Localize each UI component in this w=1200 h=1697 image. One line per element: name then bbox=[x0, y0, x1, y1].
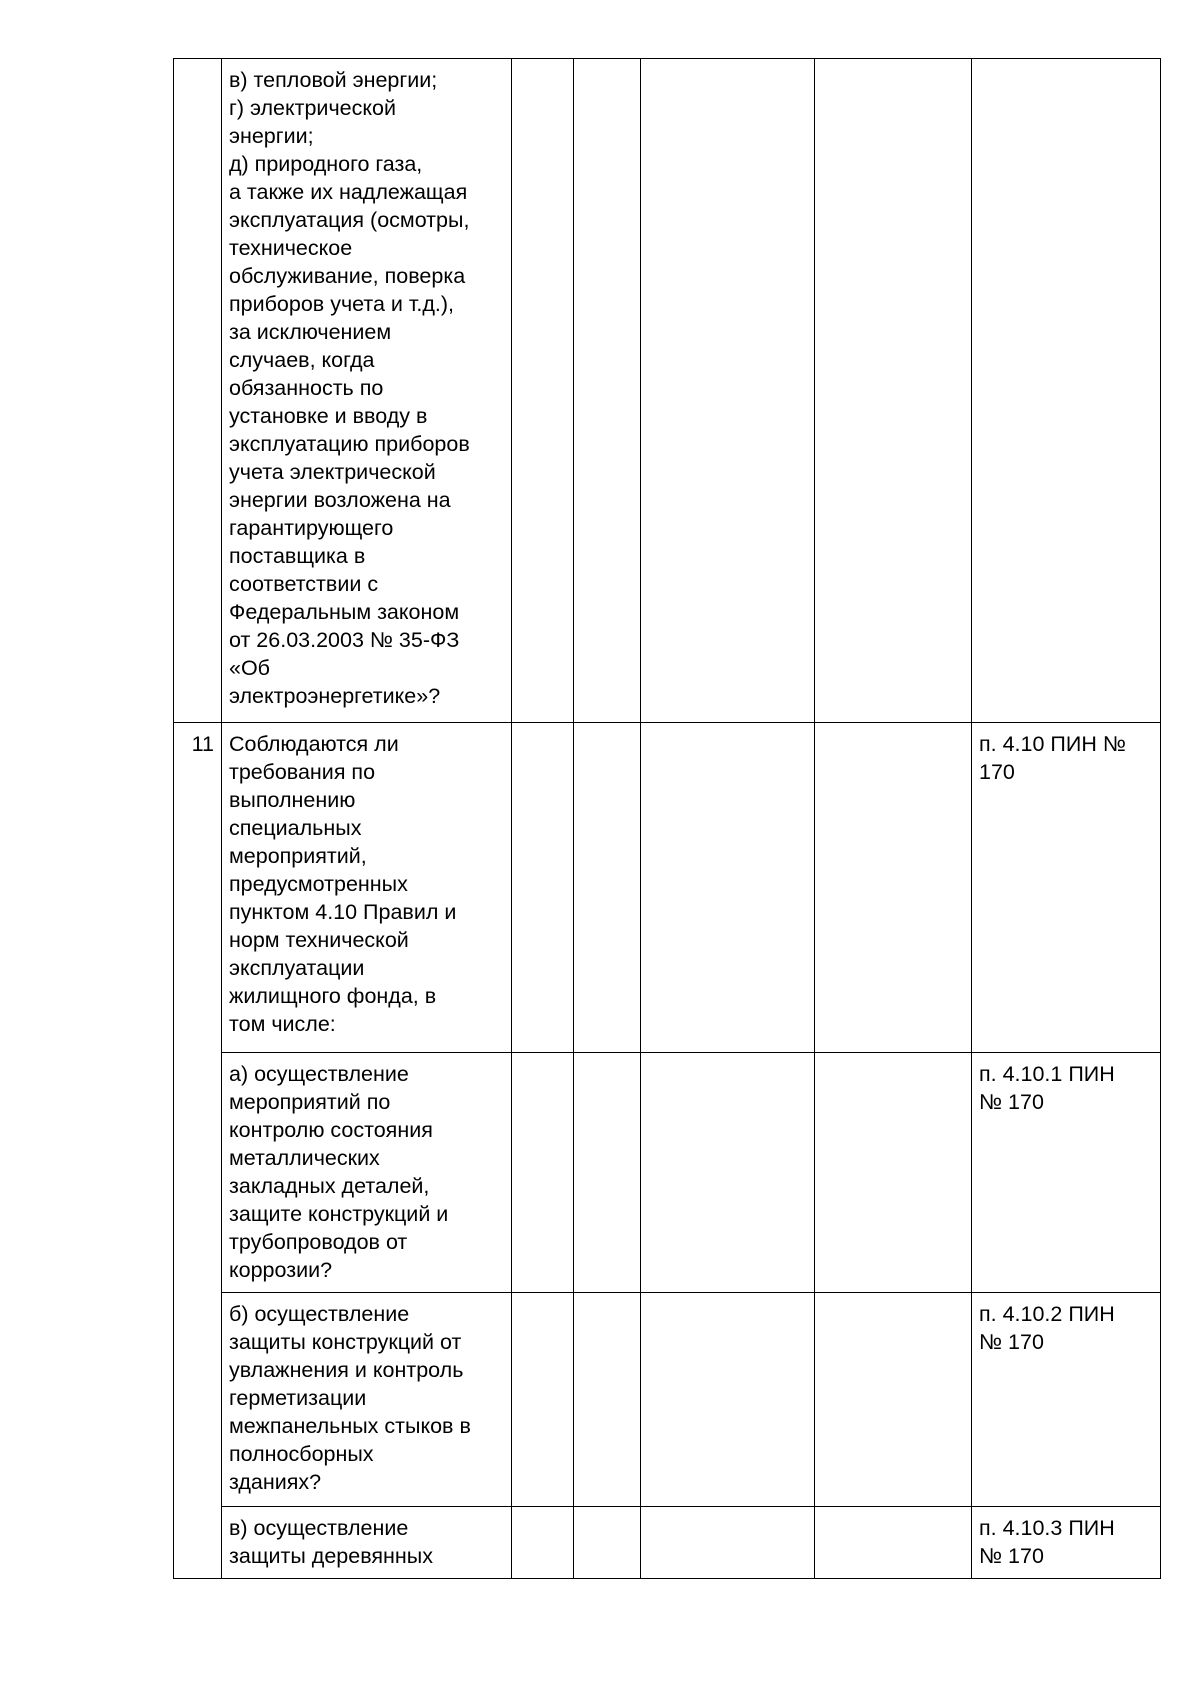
answer-no-cell bbox=[574, 59, 641, 723]
reference-cell: п. 4.10.1 ПИН № 170 bbox=[972, 1053, 1161, 1293]
note-cell bbox=[815, 1293, 972, 1507]
answer-yes-cell bbox=[512, 1053, 574, 1293]
reference-cell: п. 4.10.2 ПИН № 170 bbox=[972, 1293, 1161, 1507]
table-row bbox=[174, 1293, 1161, 1507]
row-number-cell: 11 bbox=[174, 723, 222, 1579]
table-row bbox=[174, 1507, 1161, 1579]
answer-na-cell bbox=[641, 59, 815, 723]
note-cell bbox=[815, 59, 972, 723]
checklist-table bbox=[173, 58, 1161, 1579]
note-cell bbox=[815, 1507, 972, 1579]
answer-no-cell bbox=[574, 1507, 641, 1579]
answer-yes-cell bbox=[512, 59, 574, 723]
question-cell: Соблюдаются ли требования по выполнению специальных мероприятий, предусмотренных пунктом 4.10 Правил и норм технической эксплуатации жилищного фонда, в том числе: bbox=[222, 723, 512, 1053]
table-row bbox=[174, 59, 1161, 723]
answer-na-cell bbox=[641, 1293, 815, 1507]
question-cell: а) осуществление мероприятий по контролю состояния металлических закладных деталей, защите конструкций и трубопроводов от коррозии? bbox=[222, 1053, 512, 1293]
answer-no-cell bbox=[574, 1293, 641, 1507]
question-cell: в) осуществление защиты деревянных bbox=[222, 1507, 512, 1579]
answer-na-cell bbox=[641, 1053, 815, 1293]
row-number-cell bbox=[174, 59, 222, 723]
answer-yes-cell bbox=[512, 1507, 574, 1579]
answer-na-cell bbox=[641, 1507, 815, 1579]
reference-cell: п. 4.10.3 ПИН № 170 bbox=[972, 1507, 1161, 1579]
reference-cell: п. 4.10 ПИН № 170 bbox=[972, 723, 1161, 1053]
answer-na-cell bbox=[641, 723, 815, 1053]
answer-no-cell bbox=[574, 723, 641, 1053]
question-cell: б) осуществление защиты конструкций от увлажнения и контроль герметизации межпанельных стыков в полносборных зданиях? bbox=[222, 1293, 512, 1507]
table-row bbox=[174, 1053, 1161, 1293]
table-row bbox=[174, 723, 1161, 1053]
note-cell bbox=[815, 1053, 972, 1293]
answer-yes-cell bbox=[512, 1293, 574, 1507]
note-cell bbox=[815, 723, 972, 1053]
reference-cell bbox=[972, 59, 1161, 723]
answer-yes-cell bbox=[512, 723, 574, 1053]
answer-no-cell bbox=[574, 1053, 641, 1293]
question-cell: в) тепловой энергии; г) электрической энергии; д) природного газа, а также их надлежащая эксплуатация (осмотры, техническое обслуживание, поверка приборов учета и т.д.), за исключением случаев, когда обязанность по установке и вводу в эксплуатацию приборов учета электрической энергии возложена на гарантирующего поставщика в соответствии с Федеральным законом от 26.03.2003 № 35-ФЗ «Об электроэнергетике»? bbox=[222, 59, 512, 723]
